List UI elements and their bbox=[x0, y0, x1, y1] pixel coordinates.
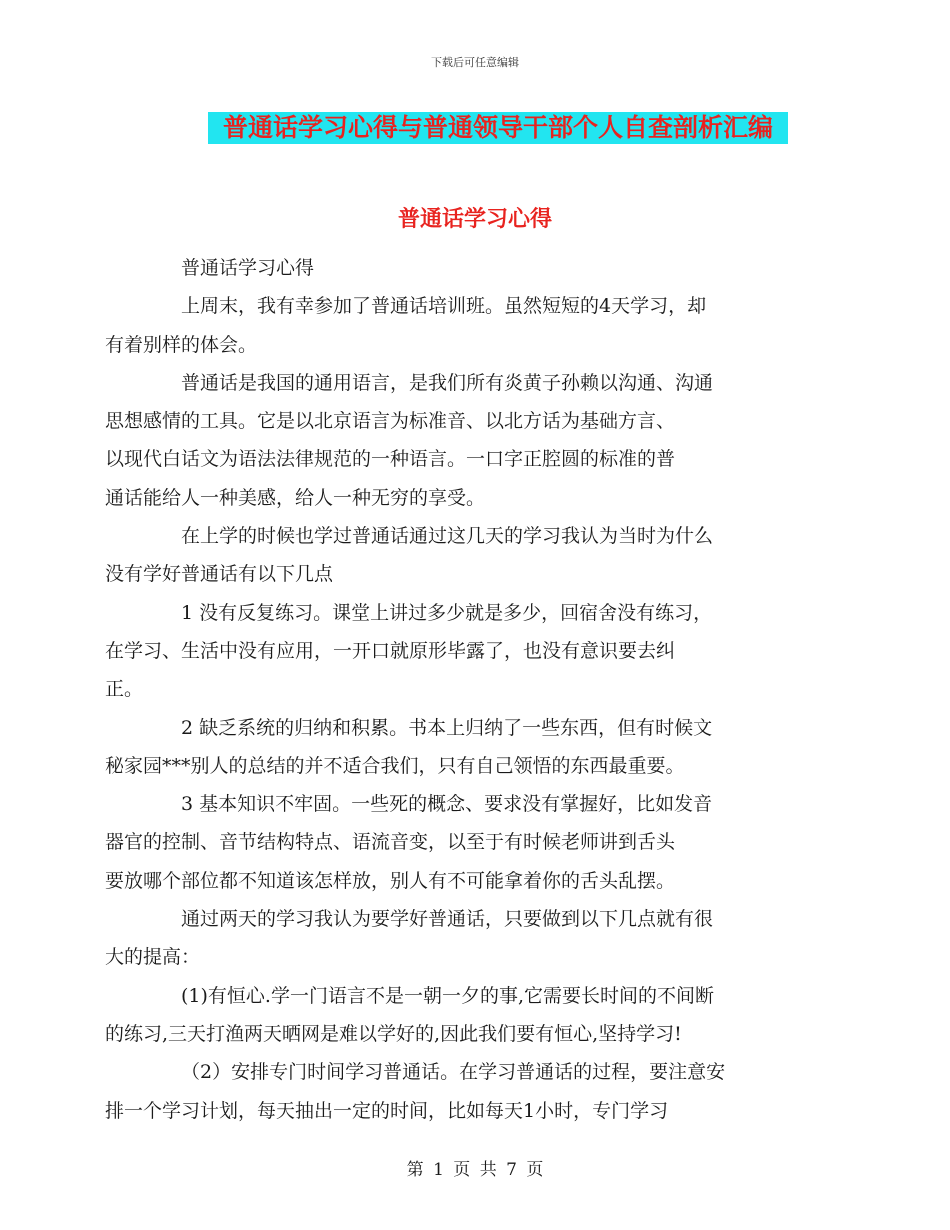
paragraph-line: 的练习,三天打渔两天晒网是难以学好的,因此我们要有恒心,坚持学习! bbox=[105, 1022, 682, 1045]
paragraph-line: 在上学的时候也学过普通话通过这几天的学习我认为当时为什么 bbox=[181, 525, 714, 548]
paragraph-line: 思想感情的工具。它是以北京语言为标准音、以北方话为基础方言、 bbox=[105, 410, 676, 433]
paragraph-line: 普通话是我国的通用语言，是我们所有炎黄子孙赖以沟通、沟通 bbox=[181, 371, 714, 394]
paragraph-line: 在学习、生活中没有应用，一开口就原形毕露了，也没有意识要去纠 bbox=[105, 639, 676, 662]
header-note: 下载后可任意编辑 bbox=[431, 56, 519, 69]
section-title: 普通话学习心得 bbox=[397, 206, 552, 232]
paragraph bbox=[105, 1053, 803, 1130]
paragraph-line: 2 缺乏系统的归纳和积累。书本上归纳了一些东西，但有时候文 bbox=[181, 716, 713, 739]
paragraph bbox=[105, 709, 803, 786]
paragraph-line: 大的提高： bbox=[105, 946, 201, 969]
paragraph bbox=[143, 249, 803, 287]
paragraph bbox=[105, 785, 803, 900]
document-title: 普通话学习心得与普通领导干部个人自查剖析汇编 bbox=[208, 112, 788, 144]
paragraph-line: 秘家园***别人的总结的并不适合我们，只有自己领悟的东西最重要。 bbox=[105, 754, 685, 777]
paragraph-line: 排一个学习计划，每天抽出一定的时间，比如每天1小时，专门学习 bbox=[105, 1099, 669, 1122]
paragraph bbox=[105, 364, 803, 517]
paragraph-line: 没有学好普通话有以下几点 bbox=[105, 563, 334, 586]
paragraph-line: （2）安排专门时间学习普通话。在学习普通话的过程，要注意安 bbox=[181, 1061, 726, 1084]
paragraph-line: 正。 bbox=[105, 678, 144, 701]
paragraph-line: (1)有恒心.学一门语言不是一朝一夕的事,它需要长时间的不间断 bbox=[181, 984, 714, 1007]
page-footer: 第 1 页 共 7 页 bbox=[406, 1160, 544, 1180]
paragraph-line: 1 没有反复练习。课堂上讲过多少就是多少，回宿舍没有练习， bbox=[181, 601, 713, 624]
paragraph-line: 有着别样的体会。 bbox=[105, 333, 258, 356]
paragraph-line: 通过两天的学习我认为要学好普通话，只要做到以下几点就有很 bbox=[181, 908, 714, 931]
paragraph-line: 3 基本知识不牢固。一些死的概念、要求没有掌握好，比如发音 bbox=[181, 793, 713, 816]
paragraph-line: 普通话学习心得 bbox=[181, 257, 315, 279]
paragraph-line: 器官的控制、音节结构特点、语流音变，以至于有时候老师讲到舌头 bbox=[105, 831, 676, 854]
paragraph bbox=[105, 287, 803, 364]
paragraph bbox=[105, 977, 803, 1054]
paragraph-line: 通话能给人一种美感，给人一种无穷的享受。 bbox=[105, 486, 486, 509]
document-body bbox=[105, 249, 803, 1130]
paragraph bbox=[105, 900, 803, 977]
paragraph-line: 要放哪个部位都不知道该怎样放，别人有不可能拿着你的舌头乱摆。 bbox=[105, 869, 676, 892]
paragraph-line: 上周末，我有幸参加了普通话培训班。虽然短短的4天学习，却 bbox=[181, 295, 707, 318]
paragraph bbox=[105, 594, 803, 709]
paragraph-line: 以现代白话文为语法法律规范的一种语言。一口字正腔圆的标准的普 bbox=[105, 448, 676, 471]
paragraph bbox=[105, 517, 803, 594]
